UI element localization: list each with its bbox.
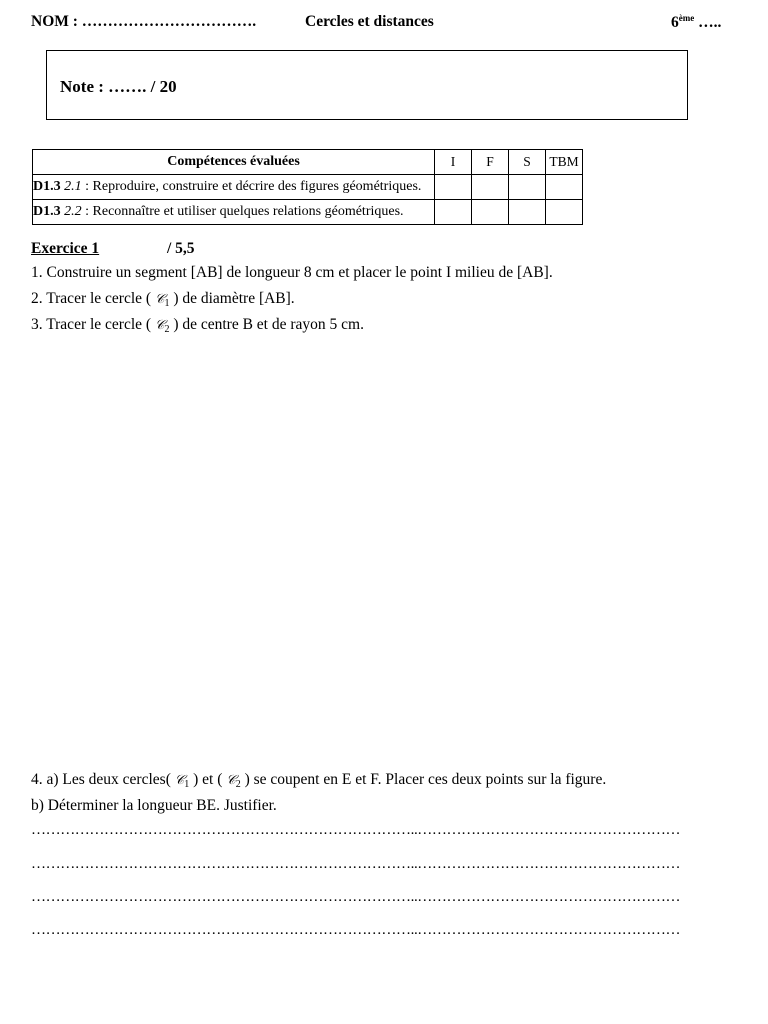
exercise-title-text: Exercice 1 [31,240,100,257]
competence-code: D1.3 [33,179,61,194]
question-2-start: 2. Tracer le cercle ( [31,290,152,307]
question-1: 1. Construire un segment [AB] de longueur 8 cm et placer le point I milieu de [AB]. [31,264,553,281]
exercise-title [31,240,99,258]
level-cell[interactable] [509,175,546,200]
question-3 [31,316,364,335]
question-3-end: ) de centre B et de rayon 5 cm. [173,316,364,333]
question-4a-end: ) se coupent en E et F. Placer ces deux points sur la figure. [244,771,607,788]
answer-line[interactable]: ……………………………………………………………………..……………………………………………… [31,922,681,938]
level-cell[interactable] [546,175,583,200]
question-4a-start: 4. a) Les deux cercles( [31,771,171,788]
exercise-points: / 5,5 [167,240,195,257]
circle-c2-symbol: 𝒞 [154,318,165,333]
level-header-tbm: TBM [546,150,583,175]
level-header-f: F [472,150,509,175]
table-header: Compétences évaluées [33,150,435,175]
circle-c1-index: 1 [184,779,190,790]
competence-cell [33,175,435,200]
question-4a-middle: ) et ( [193,771,223,788]
grade-superscript: ème [678,13,695,23]
competence-cell [33,200,435,225]
name-dots: ……………………………. [81,13,257,30]
circle-c1-symbol: 𝒞 [174,773,185,788]
question-4a [31,771,606,790]
circle-c2-symbol: 𝒞 [226,773,236,788]
note-box [46,50,688,120]
competence-sub: 2.2 [64,204,82,219]
circle-c1-index: 1 [164,298,170,309]
question-2 [31,290,295,309]
table-row [33,200,583,225]
page-title: Cercles et distances [305,13,434,30]
level-cell[interactable] [509,200,546,225]
level-header-i: I [435,150,472,175]
grade-dots: ….. [698,14,722,32]
question-4b: b) Déterminer la longueur BE. Justifier. [31,797,277,814]
table-header-row [33,150,583,175]
question-3-start: 3. Tracer le cercle ( [31,316,152,333]
name-label: NOM : [31,13,78,30]
circle-c1-symbol: 𝒞 [154,292,165,307]
table-row [33,175,583,200]
competence-sub: 2.1 [64,179,82,194]
competence-text: : Reconnaître et utiliser quelques relations géométriques. [81,204,404,219]
note-text: Note : ……. / 20 [60,77,177,96]
level-cell[interactable] [435,200,472,225]
answer-line[interactable]: ……………………………………………………………………..……………………………………………… [31,822,681,838]
circle-c2-index: 2 [235,779,241,790]
level-header-s: S [509,150,546,175]
class-field [671,13,721,32]
question-2-end: ) de diamètre [AB]. [173,290,295,307]
competence-text: : Reproduire, construire et décrire des figures géométriques. [81,179,422,194]
level-cell[interactable] [546,200,583,225]
level-cell[interactable] [472,200,509,225]
name-field [31,13,256,31]
answer-line[interactable]: ……………………………………………………………………..……………………………………………… [31,889,681,905]
grade-number: 6 [671,14,679,32]
level-cell[interactable] [435,175,472,200]
figure-drawing-area[interactable] [31,345,731,755]
answer-line[interactable]: ……………………………………………………………………..……………………………………………… [31,856,681,872]
competences-table [32,149,583,225]
competence-code: D1.3 [33,204,61,219]
level-cell[interactable] [472,175,509,200]
circle-c2-index: 2 [164,324,170,335]
